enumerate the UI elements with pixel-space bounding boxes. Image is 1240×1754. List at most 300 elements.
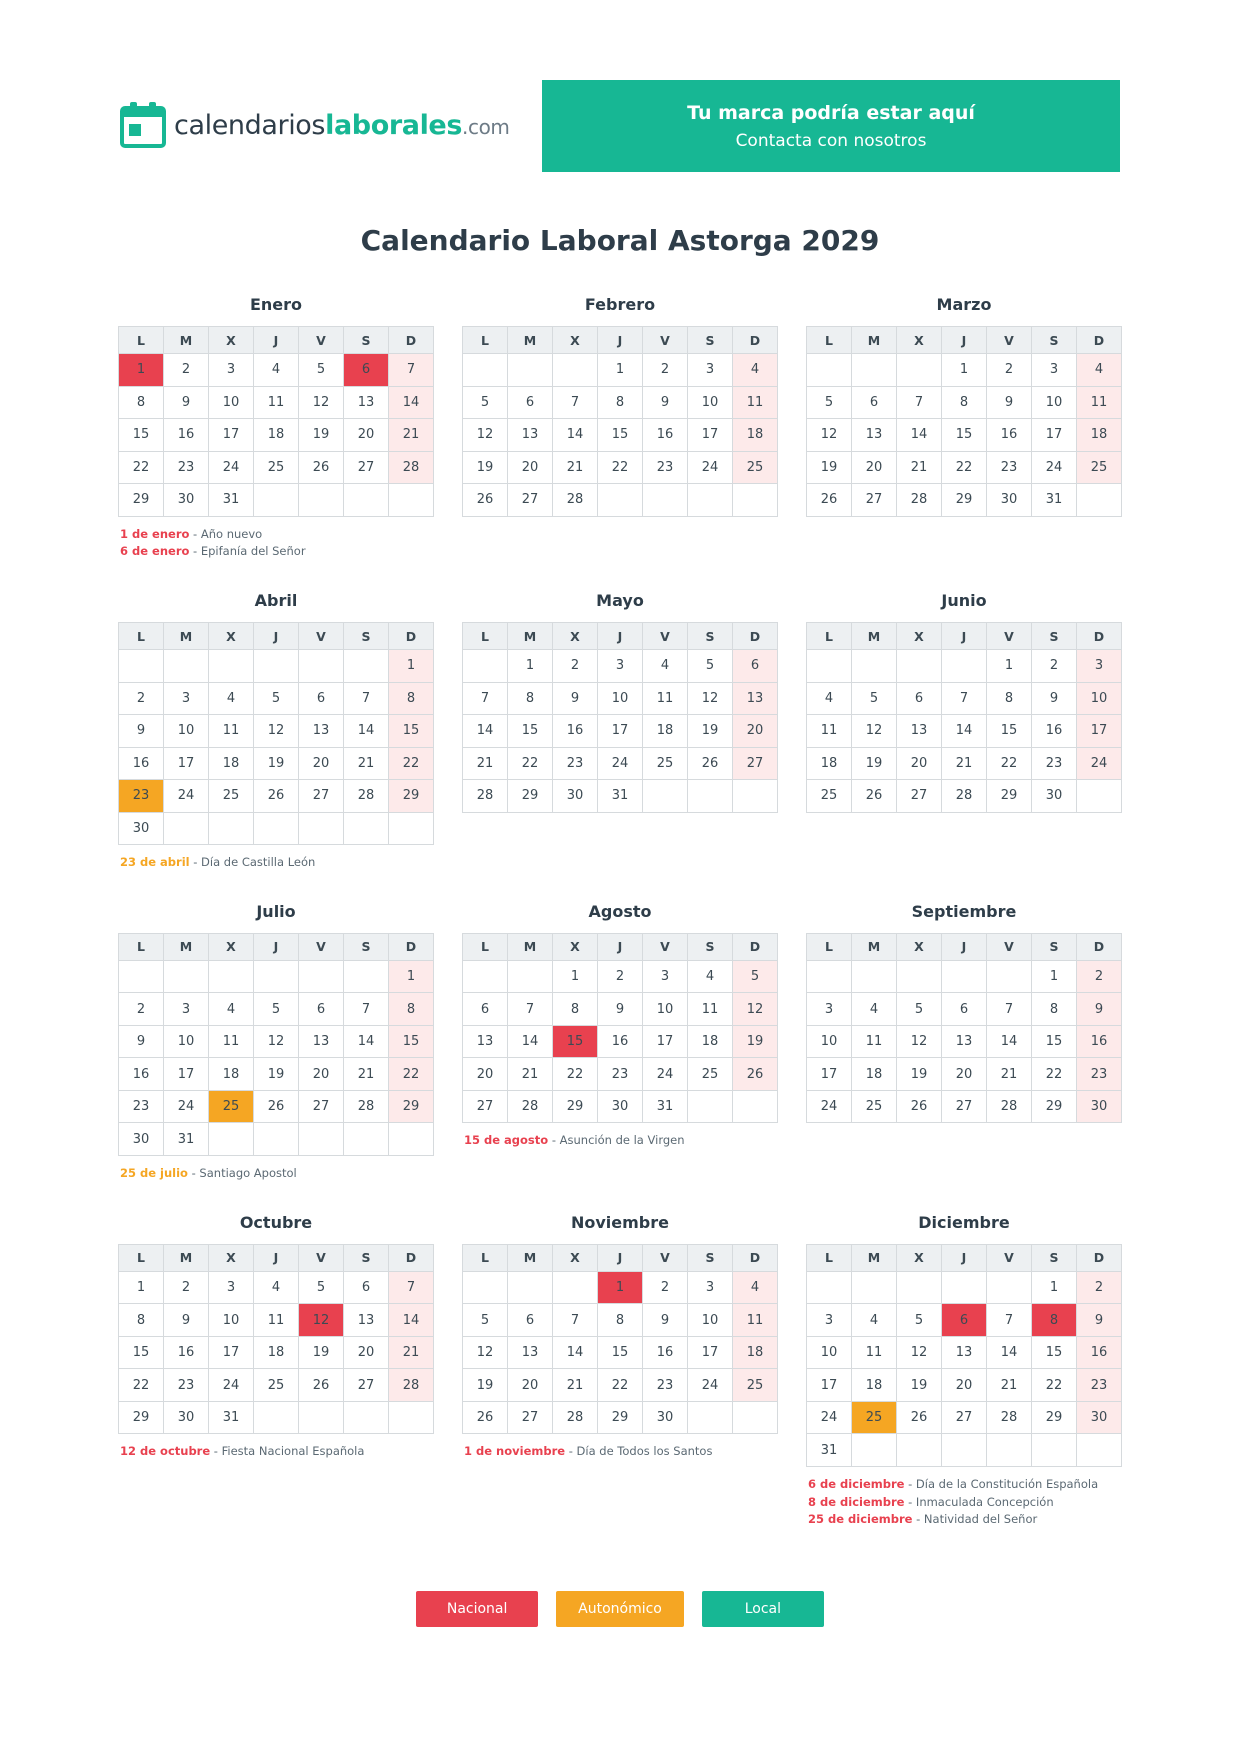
day-cell[interactable]: 13 — [463, 1025, 508, 1058]
day-cell[interactable]: 4 — [807, 682, 852, 715]
day-cell[interactable]: 9 — [553, 682, 598, 715]
day-cell[interactable]: 24 — [209, 1369, 254, 1402]
sunday-cell[interactable]: 1 — [389, 650, 434, 683]
day-cell[interactable]: 11 — [688, 993, 733, 1026]
day-cell[interactable]: 1 — [119, 1271, 164, 1304]
day-cell[interactable]: 16 — [164, 1336, 209, 1369]
day-cell[interactable]: 12 — [688, 682, 733, 715]
day-cell[interactable]: 8 — [598, 386, 643, 419]
day-cell[interactable]: 9 — [643, 1304, 688, 1337]
sunday-cell[interactable]: 23 — [1077, 1369, 1122, 1402]
day-cell[interactable]: 24 — [209, 451, 254, 484]
day-cell[interactable]: 15 — [119, 1336, 164, 1369]
day-cell[interactable]: 22 — [119, 451, 164, 484]
day-cell[interactable]: 4 — [254, 1271, 299, 1304]
day-cell[interactable]: 30 — [643, 1401, 688, 1434]
day-cell[interactable]: 28 — [508, 1090, 553, 1123]
day-cell[interactable]: 26 — [852, 780, 897, 813]
sunday-cell[interactable]: 14 — [389, 1304, 434, 1337]
day-cell[interactable]: 20 — [508, 1369, 553, 1402]
day-cell[interactable]: 22 — [598, 1369, 643, 1402]
sunday-cell[interactable]: 9 — [1077, 1304, 1122, 1337]
day-cell[interactable]: 20 — [942, 1369, 987, 1402]
day-cell[interactable]: 3 — [688, 1271, 733, 1304]
day-cell[interactable]: 21 — [987, 1058, 1032, 1091]
day-cell[interactable]: 6 — [942, 993, 987, 1026]
day-cell[interactable]: 15 — [598, 419, 643, 452]
day-cell[interactable]: 27 — [299, 780, 344, 813]
day-cell[interactable]: 11 — [209, 715, 254, 748]
day-cell[interactable]: 20 — [299, 747, 344, 780]
day-cell[interactable]: 2 — [987, 354, 1032, 387]
day-cell[interactable]: 19 — [897, 1058, 942, 1091]
legend-item-autonómico[interactable]: Autonómico — [556, 1591, 684, 1627]
sunday-cell[interactable]: 22 — [389, 1058, 434, 1091]
sunday-cell[interactable]: 4 — [1077, 354, 1122, 387]
sunday-cell[interactable]: 26 — [733, 1058, 778, 1091]
day-cell[interactable]: 8 — [942, 386, 987, 419]
day-cell[interactable]: 19 — [463, 451, 508, 484]
day-cell[interactable]: 4 — [852, 993, 897, 1026]
day-cell[interactable]: 31 — [643, 1090, 688, 1123]
day-cell[interactable]: 23 — [643, 451, 688, 484]
day-cell[interactable]: 1 — [553, 960, 598, 993]
day-cell[interactable]: 30 — [119, 1123, 164, 1156]
day-cell[interactable]: 10 — [643, 993, 688, 1026]
day-cell[interactable]: 17 — [164, 747, 209, 780]
day-cell[interactable]: 29 — [942, 484, 987, 517]
sunday-cell[interactable]: 18 — [733, 1336, 778, 1369]
day-cell[interactable]: 6 — [299, 682, 344, 715]
day-cell[interactable]: 3 — [688, 354, 733, 387]
day-cell[interactable]: 16 — [119, 747, 164, 780]
day-cell[interactable]: 29 — [987, 780, 1032, 813]
holiday-day-cell[interactable]: 8 — [1032, 1304, 1077, 1337]
day-cell[interactable]: 9 — [598, 993, 643, 1026]
day-cell[interactable]: 30 — [164, 1401, 209, 1434]
day-cell[interactable]: 24 — [688, 1369, 733, 1402]
day-cell[interactable]: 9 — [643, 386, 688, 419]
day-cell[interactable]: 1 — [1032, 1271, 1077, 1304]
day-cell[interactable]: 27 — [942, 1090, 987, 1123]
day-cell[interactable]: 5 — [254, 993, 299, 1026]
day-cell[interactable]: 9 — [164, 386, 209, 419]
day-cell[interactable]: 9 — [164, 1304, 209, 1337]
day-cell[interactable]: 4 — [688, 960, 733, 993]
day-cell[interactable]: 13 — [299, 715, 344, 748]
day-cell[interactable]: 22 — [987, 747, 1032, 780]
sunday-cell[interactable]: 21 — [389, 419, 434, 452]
day-cell[interactable]: 7 — [344, 993, 389, 1026]
day-cell[interactable]: 5 — [463, 1304, 508, 1337]
day-cell[interactable]: 12 — [254, 1025, 299, 1058]
day-cell[interactable]: 27 — [852, 484, 897, 517]
day-cell[interactable]: 12 — [463, 1336, 508, 1369]
day-cell[interactable]: 8 — [1032, 993, 1077, 1026]
day-cell[interactable]: 27 — [344, 451, 389, 484]
day-cell[interactable]: 25 — [688, 1058, 733, 1091]
day-cell[interactable]: 9 — [119, 715, 164, 748]
day-cell[interactable]: 10 — [688, 1304, 733, 1337]
day-cell[interactable]: 11 — [254, 386, 299, 419]
day-cell[interactable]: 14 — [553, 1336, 598, 1369]
day-cell[interactable]: 24 — [807, 1401, 852, 1434]
day-cell[interactable]: 15 — [942, 419, 987, 452]
day-cell[interactable]: 31 — [209, 1401, 254, 1434]
day-cell[interactable]: 17 — [598, 715, 643, 748]
day-cell[interactable]: 8 — [553, 993, 598, 1026]
day-cell[interactable]: 2 — [643, 354, 688, 387]
sunday-cell[interactable]: 13 — [733, 682, 778, 715]
day-cell[interactable]: 18 — [852, 1369, 897, 1402]
day-cell[interactable]: 13 — [508, 1336, 553, 1369]
day-cell[interactable]: 23 — [164, 451, 209, 484]
sunday-cell[interactable]: 9 — [1077, 993, 1122, 1026]
day-cell[interactable]: 25 — [254, 1369, 299, 1402]
day-cell[interactable]: 26 — [897, 1401, 942, 1434]
day-cell[interactable]: 7 — [344, 682, 389, 715]
day-cell[interactable]: 20 — [344, 419, 389, 452]
day-cell[interactable]: 16 — [164, 419, 209, 452]
sunday-cell[interactable]: 27 — [733, 747, 778, 780]
day-cell[interactable]: 24 — [688, 451, 733, 484]
day-cell[interactable]: 14 — [897, 419, 942, 452]
day-cell[interactable]: 12 — [852, 715, 897, 748]
day-cell[interactable]: 28 — [942, 780, 987, 813]
day-cell[interactable]: 16 — [1032, 715, 1077, 748]
day-cell[interactable]: 5 — [463, 386, 508, 419]
day-cell[interactable]: 27 — [897, 780, 942, 813]
day-cell[interactable]: 15 — [119, 419, 164, 452]
day-cell[interactable]: 6 — [508, 1304, 553, 1337]
day-cell[interactable]: 18 — [807, 747, 852, 780]
day-cell[interactable]: 18 — [254, 1336, 299, 1369]
day-cell[interactable]: 9 — [119, 1025, 164, 1058]
day-cell[interactable]: 20 — [299, 1058, 344, 1091]
sunday-cell[interactable]: 4 — [733, 1271, 778, 1304]
day-cell[interactable]: 27 — [463, 1090, 508, 1123]
day-cell[interactable]: 23 — [164, 1369, 209, 1402]
day-cell[interactable]: 19 — [688, 715, 733, 748]
day-cell[interactable]: 18 — [643, 715, 688, 748]
sunday-cell[interactable]: 25 — [733, 451, 778, 484]
sunday-cell[interactable]: 10 — [1077, 682, 1122, 715]
day-cell[interactable]: 23 — [643, 1369, 688, 1402]
day-cell[interactable]: 4 — [209, 682, 254, 715]
day-cell[interactable]: 16 — [598, 1025, 643, 1058]
day-cell[interactable]: 21 — [344, 747, 389, 780]
sunday-cell[interactable]: 15 — [389, 1025, 434, 1058]
day-cell[interactable]: 27 — [299, 1090, 344, 1123]
day-cell[interactable]: 9 — [1032, 682, 1077, 715]
day-cell[interactable]: 26 — [897, 1090, 942, 1123]
day-cell[interactable]: 25 — [254, 451, 299, 484]
day-cell[interactable]: 21 — [553, 1369, 598, 1402]
day-cell[interactable]: 5 — [897, 993, 942, 1026]
holiday-day-cell[interactable]: 15 — [553, 1025, 598, 1058]
sunday-cell[interactable]: 1 — [389, 960, 434, 993]
sunday-cell[interactable]: 20 — [733, 715, 778, 748]
sunday-cell[interactable]: 16 — [1077, 1025, 1122, 1058]
day-cell[interactable]: 26 — [254, 1090, 299, 1123]
day-cell[interactable]: 3 — [1032, 354, 1077, 387]
sunday-cell[interactable]: 2 — [1077, 1271, 1122, 1304]
day-cell[interactable]: 3 — [807, 993, 852, 1026]
day-cell[interactable]: 19 — [807, 451, 852, 484]
sunday-cell[interactable]: 29 — [389, 1090, 434, 1123]
day-cell[interactable]: 2 — [553, 650, 598, 683]
day-cell[interactable]: 31 — [164, 1123, 209, 1156]
day-cell[interactable]: 13 — [508, 419, 553, 452]
day-cell[interactable]: 10 — [807, 1025, 852, 1058]
day-cell[interactable]: 21 — [942, 747, 987, 780]
day-cell[interactable]: 24 — [164, 780, 209, 813]
day-cell[interactable]: 26 — [463, 484, 508, 517]
day-cell[interactable]: 16 — [643, 419, 688, 452]
day-cell[interactable]: 30 — [553, 780, 598, 813]
day-cell[interactable]: 5 — [299, 354, 344, 387]
day-cell[interactable]: 23 — [1032, 747, 1077, 780]
holiday-day-cell[interactable]: 25 — [852, 1401, 897, 1434]
day-cell[interactable]: 24 — [598, 747, 643, 780]
day-cell[interactable]: 8 — [119, 1304, 164, 1337]
day-cell[interactable]: 29 — [553, 1090, 598, 1123]
sunday-cell[interactable]: 11 — [1077, 386, 1122, 419]
day-cell[interactable]: 10 — [688, 386, 733, 419]
day-cell[interactable]: 22 — [1032, 1369, 1077, 1402]
day-cell[interactable]: 5 — [852, 682, 897, 715]
day-cell[interactable]: 31 — [807, 1434, 852, 1467]
day-cell[interactable]: 26 — [299, 451, 344, 484]
day-cell[interactable]: 25 — [209, 780, 254, 813]
day-cell[interactable]: 17 — [1032, 419, 1077, 452]
day-cell[interactable]: 19 — [254, 747, 299, 780]
day-cell[interactable]: 15 — [1032, 1025, 1077, 1058]
legend-item-local[interactable]: Local — [702, 1591, 824, 1627]
day-cell[interactable]: 2 — [119, 993, 164, 1026]
day-cell[interactable]: 14 — [987, 1025, 1032, 1058]
day-cell[interactable]: 12 — [299, 386, 344, 419]
day-cell[interactable]: 13 — [942, 1025, 987, 1058]
day-cell[interactable]: 14 — [344, 1025, 389, 1058]
day-cell[interactable]: 10 — [209, 386, 254, 419]
day-cell[interactable]: 5 — [688, 650, 733, 683]
day-cell[interactable]: 30 — [119, 812, 164, 845]
sunday-cell[interactable]: 21 — [389, 1336, 434, 1369]
sunday-cell[interactable]: 14 — [389, 386, 434, 419]
day-cell[interactable]: 7 — [553, 1304, 598, 1337]
day-cell[interactable]: 23 — [553, 747, 598, 780]
day-cell[interactable]: 21 — [987, 1369, 1032, 1402]
sunday-cell[interactable]: 3 — [1077, 650, 1122, 683]
day-cell[interactable]: 17 — [807, 1058, 852, 1091]
day-cell[interactable]: 6 — [344, 1271, 389, 1304]
day-cell[interactable]: 21 — [508, 1058, 553, 1091]
sunday-cell[interactable]: 5 — [733, 960, 778, 993]
day-cell[interactable]: 16 — [987, 419, 1032, 452]
day-cell[interactable]: 12 — [254, 715, 299, 748]
day-cell[interactable]: 22 — [119, 1369, 164, 1402]
sunday-cell[interactable]: 2 — [1077, 960, 1122, 993]
sunday-cell[interactable]: 24 — [1077, 747, 1122, 780]
day-cell[interactable]: 29 — [1032, 1090, 1077, 1123]
day-cell[interactable]: 2 — [119, 682, 164, 715]
day-cell[interactable]: 4 — [209, 993, 254, 1026]
day-cell[interactable]: 20 — [942, 1058, 987, 1091]
day-cell[interactable]: 13 — [852, 419, 897, 452]
day-cell[interactable]: 20 — [463, 1058, 508, 1091]
day-cell[interactable]: 21 — [463, 747, 508, 780]
day-cell[interactable]: 2 — [1032, 650, 1077, 683]
day-cell[interactable]: 7 — [463, 682, 508, 715]
day-cell[interactable]: 11 — [643, 682, 688, 715]
day-cell[interactable]: 17 — [643, 1025, 688, 1058]
day-cell[interactable]: 2 — [164, 354, 209, 387]
day-cell[interactable]: 16 — [119, 1058, 164, 1091]
day-cell[interactable]: 17 — [807, 1369, 852, 1402]
day-cell[interactable]: 4 — [254, 354, 299, 387]
day-cell[interactable]: 15 — [1032, 1336, 1077, 1369]
day-cell[interactable]: 8 — [987, 682, 1032, 715]
holiday-day-cell[interactable]: 6 — [344, 354, 389, 387]
day-cell[interactable]: 28 — [553, 1401, 598, 1434]
holiday-day-cell[interactable]: 6 — [942, 1304, 987, 1337]
day-cell[interactable]: 10 — [209, 1304, 254, 1337]
sunday-cell[interactable]: 7 — [389, 1271, 434, 1304]
day-cell[interactable]: 20 — [344, 1336, 389, 1369]
day-cell[interactable]: 28 — [987, 1401, 1032, 1434]
day-cell[interactable]: 11 — [209, 1025, 254, 1058]
day-cell[interactable]: 31 — [209, 484, 254, 517]
day-cell[interactable]: 30 — [598, 1090, 643, 1123]
day-cell[interactable]: 14 — [553, 419, 598, 452]
day-cell[interactable]: 24 — [164, 1090, 209, 1123]
day-cell[interactable]: 21 — [897, 451, 942, 484]
day-cell[interactable]: 29 — [508, 780, 553, 813]
day-cell[interactable]: 14 — [344, 715, 389, 748]
day-cell[interactable]: 2 — [643, 1271, 688, 1304]
day-cell[interactable]: 3 — [164, 993, 209, 1026]
day-cell[interactable]: 4 — [852, 1304, 897, 1337]
day-cell[interactable]: 21 — [344, 1058, 389, 1091]
day-cell[interactable]: 27 — [508, 1401, 553, 1434]
day-cell[interactable]: 19 — [299, 1336, 344, 1369]
day-cell[interactable]: 25 — [643, 747, 688, 780]
day-cell[interactable]: 17 — [688, 419, 733, 452]
day-cell[interactable]: 5 — [807, 386, 852, 419]
day-cell[interactable]: 24 — [643, 1058, 688, 1091]
day-cell[interactable]: 19 — [254, 1058, 299, 1091]
holiday-day-cell[interactable]: 12 — [299, 1304, 344, 1337]
day-cell[interactable]: 19 — [463, 1369, 508, 1402]
day-cell[interactable]: 6 — [897, 682, 942, 715]
day-cell[interactable]: 29 — [119, 1401, 164, 1434]
day-cell[interactable]: 20 — [852, 451, 897, 484]
day-cell[interactable]: 3 — [164, 682, 209, 715]
day-cell[interactable]: 16 — [553, 715, 598, 748]
day-cell[interactable]: 7 — [553, 386, 598, 419]
day-cell[interactable]: 9 — [987, 386, 1032, 419]
day-cell[interactable]: 19 — [897, 1369, 942, 1402]
sunday-cell[interactable]: 16 — [1077, 1336, 1122, 1369]
day-cell[interactable]: 8 — [508, 682, 553, 715]
day-cell[interactable]: 18 — [852, 1058, 897, 1091]
day-cell[interactable]: 8 — [119, 386, 164, 419]
day-cell[interactable]: 8 — [598, 1304, 643, 1337]
day-cell[interactable]: 1 — [942, 354, 987, 387]
day-cell[interactable]: 30 — [987, 484, 1032, 517]
sunday-cell[interactable]: 11 — [733, 386, 778, 419]
day-cell[interactable]: 24 — [1032, 451, 1077, 484]
day-cell[interactable]: 26 — [299, 1369, 344, 1402]
holiday-day-cell[interactable]: 1 — [598, 1271, 643, 1304]
sunday-cell[interactable]: 29 — [389, 780, 434, 813]
day-cell[interactable]: 23 — [598, 1058, 643, 1091]
day-cell[interactable]: 7 — [897, 386, 942, 419]
day-cell[interactable]: 3 — [209, 1271, 254, 1304]
day-cell[interactable]: 19 — [852, 747, 897, 780]
day-cell[interactable]: 15 — [508, 715, 553, 748]
day-cell[interactable]: 3 — [643, 960, 688, 993]
sunday-cell[interactable]: 15 — [389, 715, 434, 748]
day-cell[interactable]: 2 — [164, 1271, 209, 1304]
day-cell[interactable]: 3 — [209, 354, 254, 387]
day-cell[interactable]: 13 — [344, 386, 389, 419]
day-cell[interactable]: 11 — [807, 715, 852, 748]
day-cell[interactable]: 28 — [897, 484, 942, 517]
sunday-cell[interactable]: 25 — [1077, 451, 1122, 484]
sunday-cell[interactable]: 30 — [1077, 1090, 1122, 1123]
day-cell[interactable]: 24 — [807, 1090, 852, 1123]
day-cell[interactable]: 18 — [254, 419, 299, 452]
day-cell[interactable]: 10 — [164, 1025, 209, 1058]
sunday-cell[interactable]: 18 — [733, 419, 778, 452]
day-cell[interactable]: 18 — [209, 1058, 254, 1091]
day-cell[interactable]: 22 — [1032, 1058, 1077, 1091]
day-cell[interactable]: 28 — [987, 1090, 1032, 1123]
sunday-cell[interactable]: 4 — [733, 354, 778, 387]
legend-item-nacional[interactable]: Nacional — [416, 1591, 538, 1627]
day-cell[interactable]: 31 — [1032, 484, 1077, 517]
sunday-cell[interactable]: 28 — [389, 451, 434, 484]
day-cell[interactable]: 1 — [987, 650, 1032, 683]
day-cell[interactable]: 10 — [164, 715, 209, 748]
day-cell[interactable]: 7 — [508, 993, 553, 1026]
day-cell[interactable]: 3 — [598, 650, 643, 683]
day-cell[interactable]: 11 — [852, 1025, 897, 1058]
day-cell[interactable]: 14 — [508, 1025, 553, 1058]
day-cell[interactable]: 22 — [942, 451, 987, 484]
day-cell[interactable]: 10 — [1032, 386, 1077, 419]
sunday-cell[interactable]: 23 — [1077, 1058, 1122, 1091]
day-cell[interactable]: 1 — [598, 354, 643, 387]
day-cell[interactable]: 22 — [508, 747, 553, 780]
day-cell[interactable]: 11 — [254, 1304, 299, 1337]
day-cell[interactable]: 2 — [598, 960, 643, 993]
day-cell[interactable]: 26 — [807, 484, 852, 517]
day-cell[interactable]: 6 — [852, 386, 897, 419]
day-cell[interactable]: 11 — [852, 1336, 897, 1369]
day-cell[interactable]: 26 — [463, 1401, 508, 1434]
holiday-day-cell[interactable]: 25 — [209, 1090, 254, 1123]
day-cell[interactable]: 26 — [688, 747, 733, 780]
day-cell[interactable]: 28 — [344, 780, 389, 813]
holiday-day-cell[interactable]: 1 — [119, 354, 164, 387]
day-cell[interactable]: 1 — [508, 650, 553, 683]
day-cell[interactable]: 30 — [1032, 780, 1077, 813]
day-cell[interactable]: 15 — [987, 715, 1032, 748]
day-cell[interactable]: 28 — [344, 1090, 389, 1123]
